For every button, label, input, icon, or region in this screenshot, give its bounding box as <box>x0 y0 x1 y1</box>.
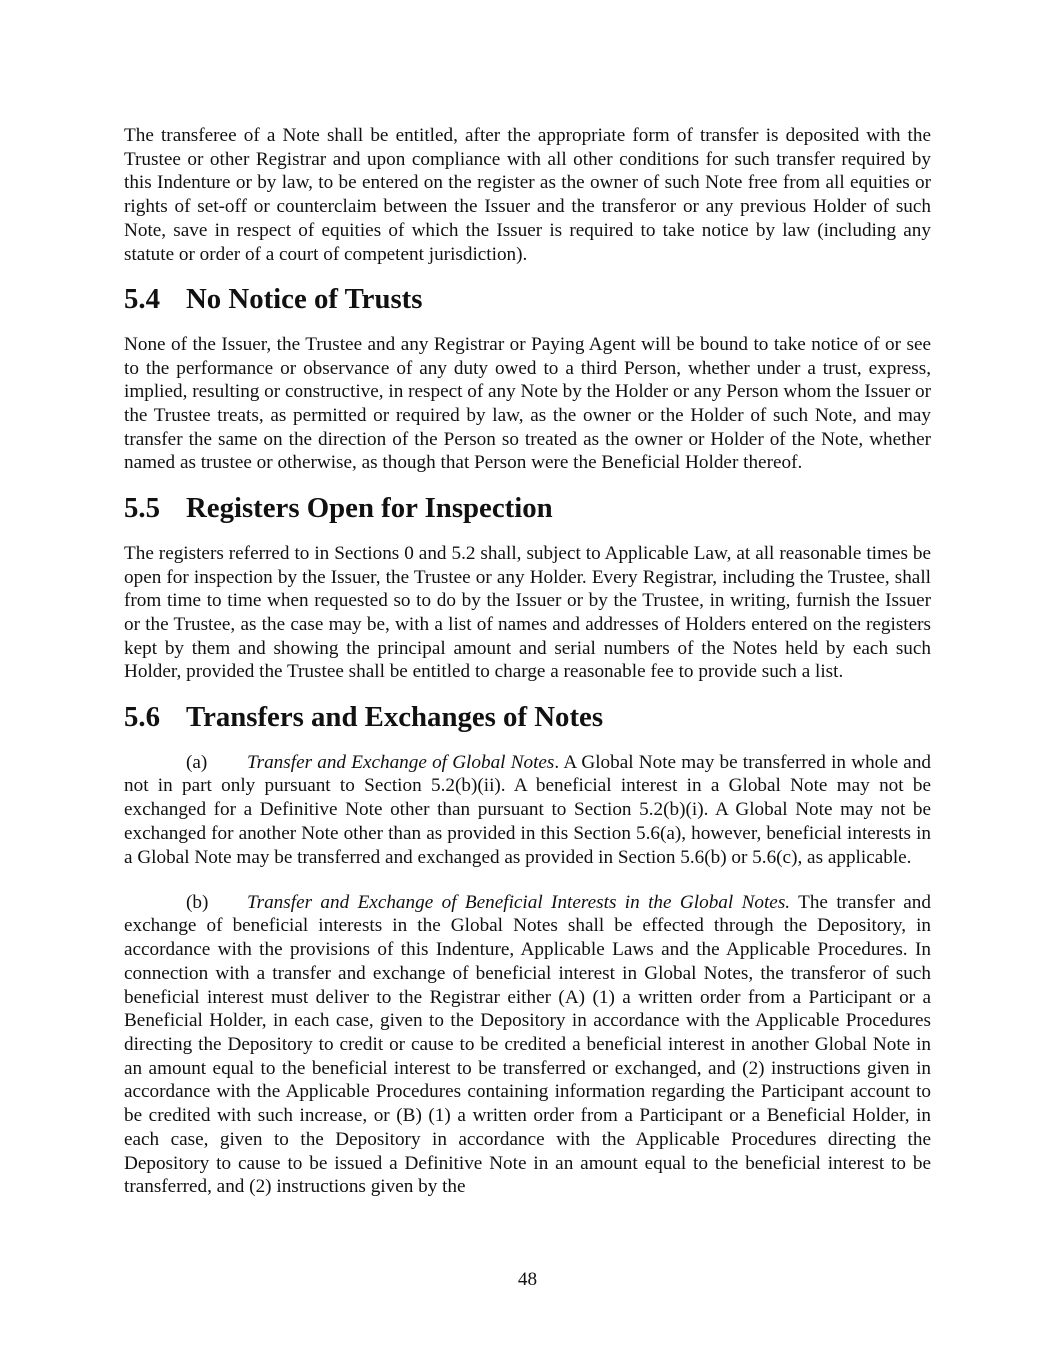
section-title: Transfers and Exchanges of Notes <box>186 700 604 733</box>
subsection-body: . A Global Note may be transferred in whole and not in part only pursuant to Section 5.2(b)(ii). A beneficial interest in a Global Note may not be exchanged for a Definitive Note other than pursuant to Section 5.2(b)(i). A Global Note may not be exchanged for another Note other than as provided in this Section 5.6(a), however, beneficial interests in a Global Note may be transferred and exchanged as provided in Section 5.6(b) or 5.6(c), as applicable. <box>124 751 932 868</box>
document-page <box>124 124 931 1199</box>
subsection-title: Transfer and Exchange of Beneficial Interests in the Global Notes. <box>247 891 791 913</box>
section-heading-5-5 <box>124 491 931 524</box>
section-title: No Notice of Trusts <box>186 282 423 315</box>
section-number: 5.4 <box>124 282 160 315</box>
section-heading-5-6 <box>124 700 931 733</box>
section-number: 5.6 <box>124 700 160 733</box>
subsection-body: The transfer and exchange of beneficial interests in the Global Notes shall be effected through the Depository, in accordance with the provisions of this Indenture, Applicable Laws and the Applicable Procedures. In connection with a transfer and exchange of beneficial interest in Global Notes, the transferor of such beneficial interest must deliver to the Registrar either (A) (1) a written order from a Participant or a Beneficial Holder, in each case, given to the Depository in accordance with the Applicable Procedures directing the Depository to credit or cause to be credited a beneficial interest in another Global Note in an amount equal to the beneficial interest to be transferred or exchanged, and (2) instructions given in accordance with the Applicable Procedures containing information regarding the Participant account to be credited with such increase, or (B) (1) a written order from a Participant or a Beneficial Holder, in each case, given to the Depository in accordance with the Applicable Procedures directing the Depository to cause to be issued a Definitive Note in an amount equal to the beneficial interest to be transferred, and (2) instructions given by the <box>124 891 931 1198</box>
section-heading-5-4 <box>124 282 931 315</box>
page-number: 48 <box>517 1269 538 1290</box>
subsection-title: Transfer and Exchange of Global Notes <box>247 751 555 773</box>
subsection-label: (a) <box>186 751 208 773</box>
section-5-5-body: The registers referred to in Sections 0 and 5.2 shall, subject to Applicable Law, at all reasonable times be open for inspection by the Issuer, the Trustee or any Holder. Every Registrar, including the Trustee, shall from time to time when requested so to do by the Issuer or by the Trustee, in writing, furnish the Issuer or the Trustee, as the case may be, with a list of names and addresses of Holders entered on the registers kept by them and showing the principal amount and serial numbers of the Notes held by each such Holder, provided the Trustee shall be entitled to charge a reasonable fee to provide such a list. <box>124 542 931 683</box>
subsection-a <box>124 751 931 870</box>
section-title: Registers Open for Inspection <box>186 491 553 524</box>
section-5-4-body: None of the Issuer, the Trustee and any Registrar or Paying Agent will be bound to take notice of or see to the performance or observance of any duty owed to a third Person, whether under a trust, express, implied, resulting or constructive, in respect of any Note by the Holder or any Person whom the Issuer or the Trustee treats, as permitted or required by law, as the owner or the Holder of such Note, and may transfer the same on the direction of the Person so treated as the owner or Holder of the Note, whether named as trustee or otherwise, as though that Person were the Beneficial Holder thereof. <box>124 333 931 474</box>
intro-paragraph: The transferee of a Note shall be entitled, after the appropriate form of transfer is deposited with the Trustee or other Registrar and upon compliance with all other conditions for such transfer required by this Indenture or by law, to be entered on the register as the owner of such Note free from all equities or rights of set-off or counterclaim between the Issuer and the transferor or any previous Holder of such Note, save in respect of equities of which the Issuer is required to take notice by law (including any statute or order of a court of competent jurisdiction). <box>124 125 931 265</box>
subsection-label: (b) <box>186 891 209 913</box>
section-number: 5.5 <box>124 491 160 524</box>
subsection-b <box>124 891 931 1199</box>
